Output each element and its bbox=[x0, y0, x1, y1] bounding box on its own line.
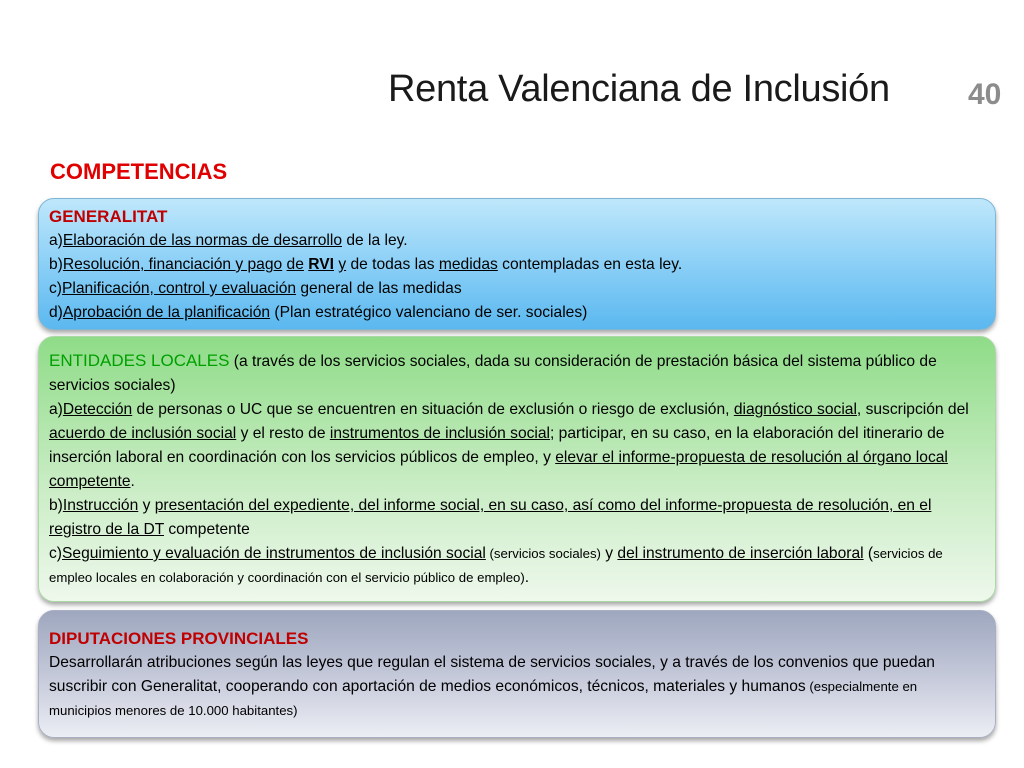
ent-a-underlined-3: acuerdo de inclusión social bbox=[49, 425, 237, 442]
entidades-item-c bbox=[49, 542, 983, 590]
ent-a-text-1: de personas o UC que se encuentren en situación de exclusión o riesgo de exclusión, bbox=[132, 401, 734, 418]
item-b-text-4: de todas las bbox=[346, 256, 439, 273]
item-d-prefix: d) bbox=[49, 304, 63, 321]
diputaciones-text: Desarrollarán atribuciones según las leyes que regulan el sistema de servicios sociales, y a través de los convenios que puedan suscribir con Generalitat, cooperando con aportación de medios económicos, técnicos, materiales y humanos bbox=[49, 654, 935, 695]
ent-b-prefix: b) bbox=[49, 497, 63, 514]
generalitat-header: GENERALITAT bbox=[49, 207, 168, 226]
generalitat-item-c bbox=[49, 277, 983, 301]
item-b-underlined-3: RVI bbox=[308, 256, 334, 273]
item-a-rest: de la ley. bbox=[342, 232, 408, 249]
ent-a-prefix: a) bbox=[49, 401, 63, 418]
diputaciones-body bbox=[49, 651, 983, 723]
ent-b-underlined-2: presentación del expediente, del informe social, en su caso, así como del informe-propuesta de resolución, en el registro de la DT bbox=[49, 497, 932, 538]
ent-a-underlined-5: elevar el informe-propuesta de resolución al órgano local competente bbox=[49, 449, 948, 490]
section-heading: COMPETENCIAS bbox=[50, 159, 228, 184]
item-b-underlined-5: medidas bbox=[438, 256, 498, 273]
item-b-underlined-4: y bbox=[338, 256, 347, 273]
item-b-underlined-1: Resolución, financiación y pago bbox=[62, 256, 283, 273]
item-a-prefix: a) bbox=[49, 232, 63, 249]
item-d-underlined: Aprobación de la planificación bbox=[62, 304, 271, 321]
item-b-underlined-2: de bbox=[286, 256, 304, 273]
ent-c-small-1: (servicios sociales) bbox=[485, 546, 601, 561]
diputaciones-header: DIPUTACIONES PROVINCIALES bbox=[49, 629, 309, 648]
ent-b-underlined-1: Instrucción bbox=[62, 497, 139, 514]
ent-c-small-2: servicios de empleo locales en colaboración y coordinación con el servicio público de empleo) bbox=[49, 546, 943, 585]
ent-a-text-2: , suscripción del bbox=[856, 401, 969, 418]
ent-b-text-2: competente bbox=[163, 521, 250, 538]
ent-c-text-3: . bbox=[524, 569, 530, 586]
ent-c-text-1: y bbox=[600, 545, 618, 562]
generalitat-box bbox=[38, 198, 996, 330]
generalitat-item-b bbox=[49, 253, 983, 277]
ent-c-underlined-2: del instrumento de inserción laboral bbox=[617, 545, 864, 562]
ent-c-underlined-1: Seguimiento y evaluación de instrumentos de inclusión social bbox=[62, 545, 486, 562]
ent-b-text-1: y bbox=[138, 497, 155, 514]
ent-c-text-2: ( bbox=[863, 545, 874, 562]
item-c-rest: general de las medidas bbox=[296, 280, 462, 297]
entidades-item-a bbox=[49, 398, 983, 494]
diputaciones-box bbox=[38, 610, 996, 738]
page-number: 40 bbox=[968, 78, 1002, 111]
entidades-item-b bbox=[49, 494, 983, 542]
ent-a-text-3: y el resto de bbox=[236, 425, 330, 442]
item-c-underlined: Planificación, control y evaluación bbox=[62, 280, 297, 297]
slide-title: Renta Valenciana de Inclusión bbox=[388, 68, 890, 110]
item-a-underlined: Elaboración de las normas de desarrollo bbox=[62, 232, 342, 249]
ent-a-underlined-1: Detección bbox=[62, 401, 133, 418]
ent-c-prefix: c) bbox=[49, 545, 62, 562]
ent-a-underlined-4: instrumentos de inclusión social bbox=[329, 425, 551, 442]
ent-a-text-4: ; participar, en su caso, en la elaboración del itinerario de inserción laboral en coordinación con los servicios públicos de empleo, y bbox=[49, 425, 945, 466]
generalitat-item-d bbox=[49, 301, 983, 325]
item-b-prefix: b) bbox=[49, 256, 63, 273]
entidades-locales-box bbox=[38, 336, 996, 602]
diputaciones-note: (especialmente en municipios menores de 10.000 habitantes) bbox=[49, 679, 918, 718]
ent-a-underlined-2: diagnóstico social bbox=[733, 401, 857, 418]
entidades-intro-text: (a través de los servicios sociales, dada su consideración de prestación básica del sistema público de servicios sociales) bbox=[49, 353, 937, 394]
item-c-prefix: c) bbox=[49, 280, 62, 297]
entidades-header: ENTIDADES LOCALES bbox=[49, 351, 230, 370]
generalitat-item-a bbox=[49, 229, 983, 253]
item-d-rest: (Plan estratégico valenciano de ser. sociales) bbox=[270, 304, 588, 321]
entidades-intro bbox=[49, 349, 983, 398]
ent-a-text-5: . bbox=[130, 473, 135, 490]
item-b-text-5: contempladas en esta ley. bbox=[497, 256, 683, 273]
